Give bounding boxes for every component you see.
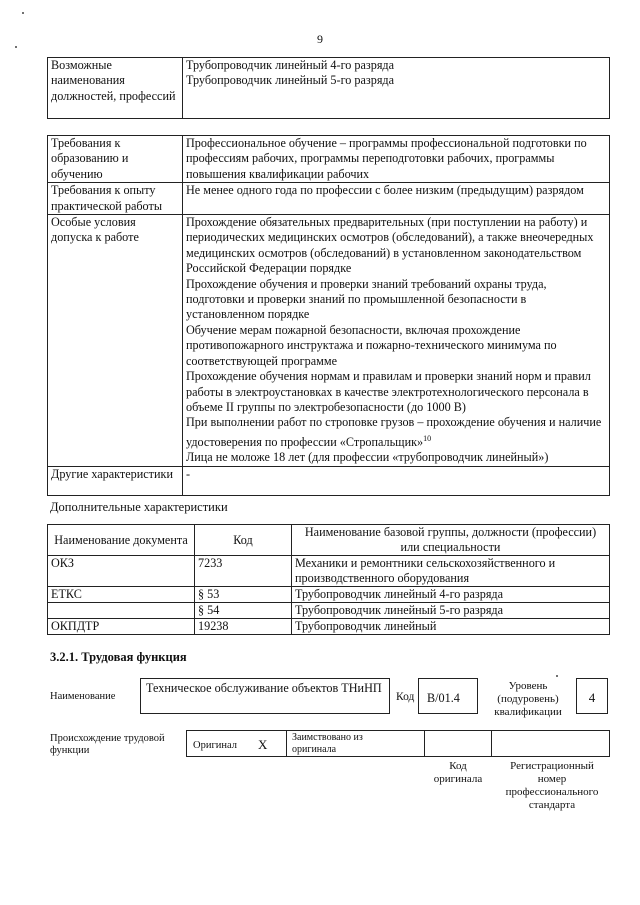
- cell-name: Трубопроводчик линейный 5-го разряда: [292, 603, 610, 619]
- req-value: Не менее одного года по профессии с более низким (предыдущим) разрядом: [183, 183, 610, 215]
- col-header-name: Наименование базовой группы, должности (профессии) или специальности: [292, 525, 610, 556]
- position-line: Трубопроводчик линейный 4-го разряда: [186, 58, 395, 72]
- table-row: [48, 619, 610, 635]
- req-label: Требования к опыту практической работы: [48, 183, 183, 215]
- cell-document: ЕТКС: [48, 587, 195, 603]
- name-label: Наименование: [50, 691, 116, 702]
- req-value: Профессиональное обучение – программы профессиональной подготовки по профессиям рабочих, программы переподготовки рабочих, программы повышения квалификации рабочих: [183, 136, 610, 183]
- condition-line: Прохождение обучения и проверки знаний требований охраны труда, подготовки и проверки знаний по промышленной безопасности в установленном порядке: [186, 276, 547, 322]
- req-value: [183, 215, 610, 467]
- code-box: [418, 678, 478, 714]
- cell-document: ОКПДТР: [48, 619, 195, 635]
- level-label: Уровень (подуровень) квалификации: [494, 680, 562, 718]
- function-name-box: [140, 678, 390, 714]
- original-label: Оригинал: [193, 740, 237, 751]
- cell-name: Механики и ремонтники сельскохозяйственного и производственного оборудования: [292, 556, 610, 587]
- section-title: 3.2.1. Трудовая функция: [50, 650, 187, 664]
- code-origin-label: Код оригинала: [433, 760, 483, 785]
- divider: [491, 730, 492, 757]
- origin-label: Происхождение трудовой функции: [50, 733, 165, 756]
- margin-dot: [22, 12, 24, 14]
- cell-name: Трубопроводчик линейный: [292, 619, 610, 635]
- table-header-row: [48, 525, 610, 556]
- condition-text: При выполнении работ по строповке грузов – прохождение обучения и наличие удостоверения по профессии «Стропальщик»: [186, 415, 602, 449]
- margin-dot: [15, 46, 17, 48]
- table-row: [48, 215, 610, 467]
- borrowed-label: Заимствовано из оригинала: [292, 732, 363, 755]
- requirements-table: [47, 135, 610, 496]
- cell-code: § 53: [195, 587, 292, 603]
- level-box: [576, 678, 608, 714]
- page-number: 9: [317, 32, 323, 46]
- cell-name: Трубопроводчик линейный 4-го разряда: [292, 587, 610, 603]
- footnote-ref: 10: [423, 433, 432, 443]
- reg-number-label: Регистрационный номер профессионального стандарта: [505, 760, 599, 811]
- col-header-code: Код: [195, 525, 292, 556]
- cell-document: [48, 603, 195, 619]
- cell-code: 7233: [195, 556, 292, 587]
- req-value: -: [183, 466, 610, 495]
- condition-line: Лица не моложе 18 лет (для профессии «трубопроводчик линейный»): [186, 450, 549, 465]
- cell-code: § 54: [195, 603, 292, 619]
- stray-dot: [556, 675, 558, 677]
- extra-table: [47, 524, 610, 635]
- table-row: [48, 183, 610, 215]
- table-row: [48, 603, 610, 619]
- divider: [424, 730, 425, 757]
- req-label: Другие характеристики: [48, 466, 183, 495]
- position-line: Трубопроводчик линейный 5-го разряда: [186, 73, 395, 88]
- condition-line: Обучение мерам пожарной безопасности, включая прохождение противопожарного инструктажа и пожарно-технического минимума по соответствующей программе: [186, 322, 557, 368]
- table-row: [48, 58, 610, 119]
- function-name: Техническое обслуживание объектов ТНиНП: [146, 681, 382, 695]
- condition-line: Прохождение обучения нормам и правилам и проверки знаний норм и правил работы в электроустановках в качестве электротехнологического персонала в объеме II группы по электробезопасности (до 1000 В): [186, 369, 591, 414]
- original-mark: X: [258, 737, 268, 752]
- req-label: Особые условия допуска к работе: [48, 215, 183, 467]
- extra-title: Дополнительные характеристики: [50, 500, 228, 514]
- positions-label: Возможные наименования должностей, профессий: [48, 58, 183, 119]
- cell-code: 19238: [195, 619, 292, 635]
- table-row: [48, 587, 610, 603]
- positions-table: [47, 57, 610, 119]
- positions-value: [183, 58, 610, 119]
- cell-document: ОКЗ: [48, 556, 195, 587]
- condition-line: Прохождение обязательных предварительных (при поступлении на работу) и периодических медицинских осмотров (обследований), а также внеочередных медицинских осмотров (обследований) в установленном законодательством Российской Федерации порядке: [186, 215, 594, 276]
- table-row: [48, 466, 610, 495]
- req-label: Требования к образованию и обучению: [48, 136, 183, 183]
- code-label: Код: [396, 691, 415, 703]
- table-row: [48, 136, 610, 183]
- divider: [286, 730, 287, 757]
- code-value: В/01.4: [427, 691, 460, 705]
- col-header-document: Наименование документа: [48, 525, 195, 556]
- condition-line: [186, 415, 606, 450]
- level-value: 4: [588, 690, 596, 705]
- table-row: [48, 556, 610, 587]
